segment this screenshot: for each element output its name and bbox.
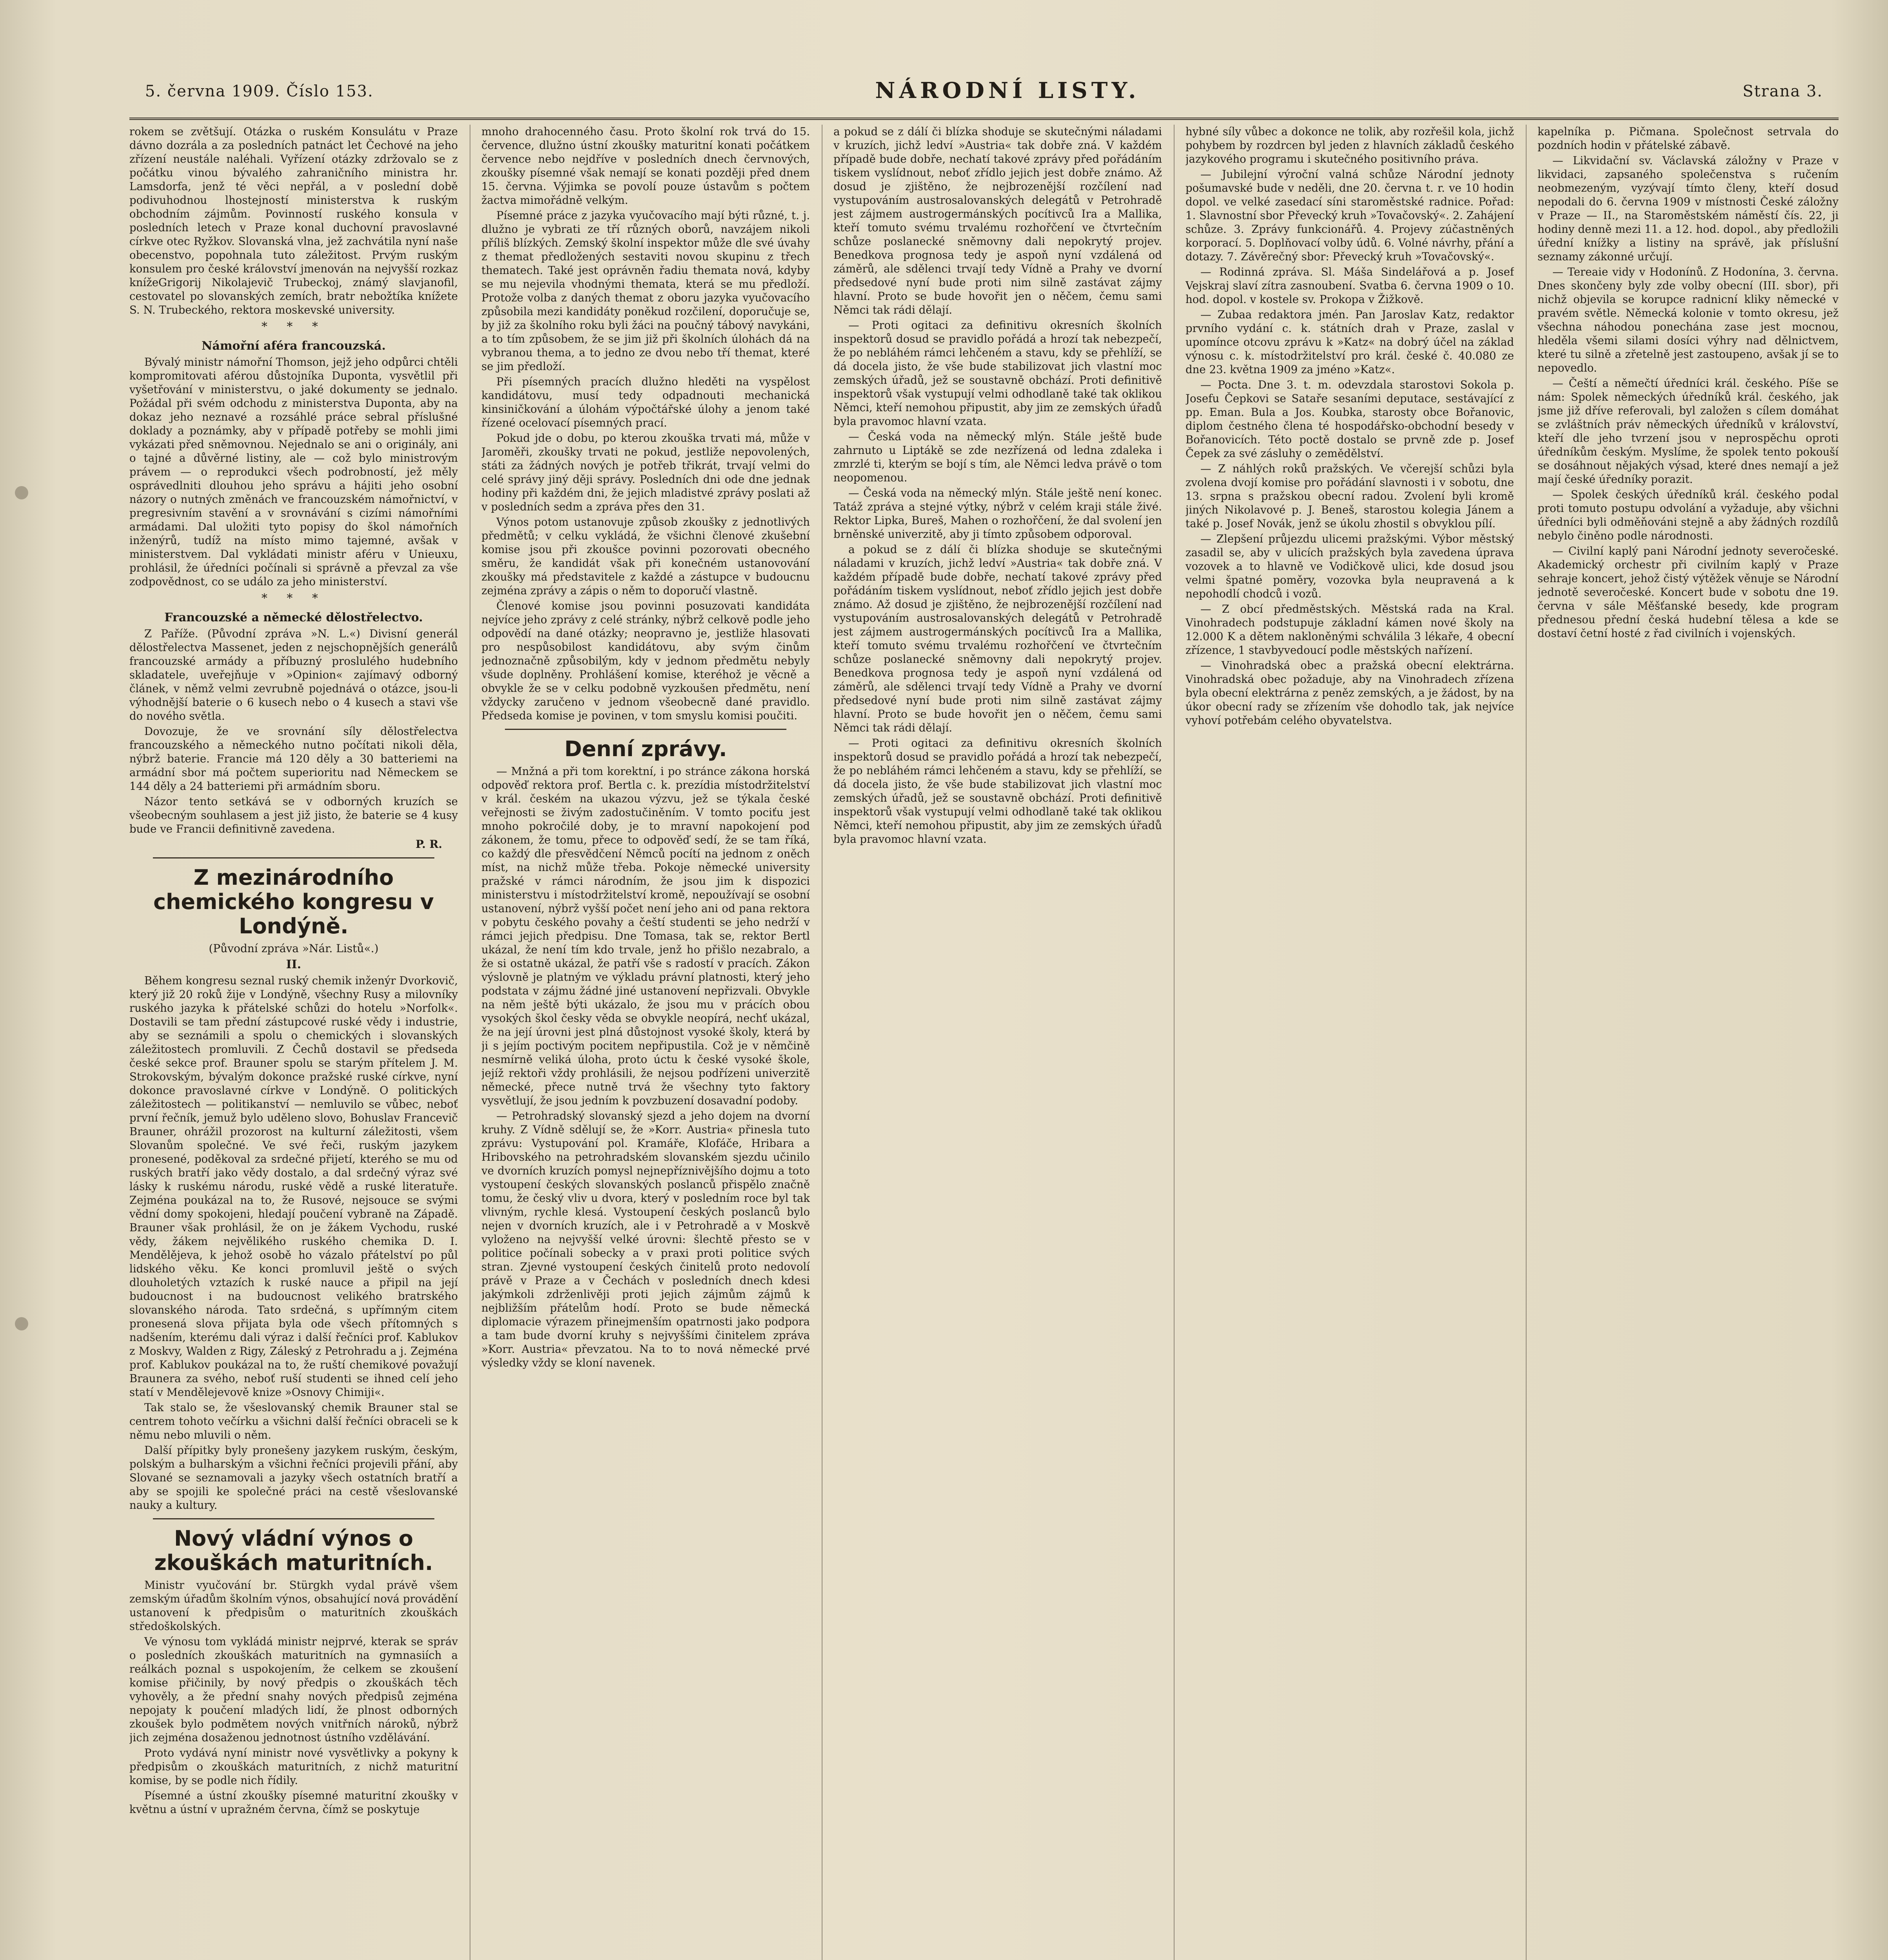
article-text: — Likvidační sv. Václavská záložny v Praze v likvidaci, zapsaného společenstva s ručením neobmezeným, vyzývají tímto členy, kteří dosud nepodali do 6. června 1909 v místnosti České záložny v Praze — II., na Staroměstském náměstí čís. 22, ji hodiny denně mezi 11. a 12. hod. dopol., aby předložili úřední knížky a listiny na správě, jak příslušní seznamy zákonné určují. bbox=[1538, 154, 1839, 263]
article-text: Bývalý ministr námořní Thomson, jejž jeho odpůrci chtěli kompromitovati aférou důstojníka Duponta, vysvětlil při vyšetřování v ministerstvu, o jaké dokumenty se jednalo. Požádal při svém odchodu z ministerstva Duponta, aby na dokaz jeho neznavé a rozsáhlé práce sebral příslušné doklady a poznámky, aby v případě potřeby se mohli jimi vykázati před sněmovnou. Nejednalo se ani o originály, ani o tajné a důvěrné listiny, ale — což bylo ministrovým právem — o reprodukci všech podrobností, jež měly osprávedlniti dlouhou jeho správu a hájiti jeho osobní názory o nutných změnách ve francouzském námořnictví, v pregresivním stavění a v srovnávání s cizími námořními armádami. Dal uložiti tyto popisy do škol námořních inženýrů, tudíž na místo mimo tajemné, avšak v ministerstvem. Dal vykládati ministr aféru v Unieuxu, prohlásil, že úředníci počínali si správně a převzal za vše zodpovědnost, co se událo za jeho ministerství. bbox=[129, 356, 458, 588]
separator-stars: * * * bbox=[261, 320, 326, 334]
page-number: Strana 3. bbox=[1743, 82, 1823, 100]
divider bbox=[505, 729, 786, 730]
article-text: Ve výnosu tom vykládá ministr nejprvé, kterak se správ o posledních zkouškách maturitních na gymnasiích a reálkách poznal s uspokojením, že celkem se zkoušení komise přičinily, by nový předpis o zkouškách těch vyhověly, a že přední snahy nových předpisů zejména nepojaty k poučení mladých lidí, že plnost odborných zkoušek bylo podmětem nových vnitřních nároků, nýbrž jich zejména dosaženou jednotnost ústního vzdělávání. bbox=[129, 1635, 458, 1744]
page-header bbox=[129, 74, 1839, 120]
divider bbox=[153, 1518, 434, 1519]
article-heading: Námořní aféra francouzská. bbox=[202, 339, 386, 353]
article-text: — Česká voda na německý mlýn. Stále ještě není konec. Tatáž zpráva a stejné výtky, nýbrž v celém kraji stále živé. Rektor Lipka, Bureš, Mahen o rozhořčení, že dal svolení jen brněnské univerzitě, aby ji tímto způsobem odporoval. bbox=[833, 486, 1162, 541]
article-text: Ministr vyučování br. Stürgkh vydal právě všem zemským úřadům školním výnos, obsahující nová provádění ustanovení k předpisům o maturitních zkouškách středoškolských. bbox=[129, 1579, 458, 1633]
article-text: — Proti ogitaci za definitivu okresních školních inspektorů dosud se pravidlo pořádá a hrozí tak nebezpečí, že po nebláhém rámci lehčeném a stavu, kdy se přehlíží, se dá docela jisto, že vše bude stabilizovat jich vlastní moc zemských úřadů, jež se soustavně obchází. Proti definitivě inspektorů však vystupují velmi odhodlaně také tak oklikou Němci, kteří nemohou připustit, aby jim ze zemských úřadů byla pravomoc hlavní vzata. bbox=[833, 737, 1162, 846]
article-text: Z Paříže. (Původní zpráva »N. L.«) Divisní generál dělostřelectva Massenet, jeden z nejschopnějších generálů francouzské armády a příbuzný proslulého hudebního skladatele, uveřejňuje v »Opinion« zajímavý odborný článek, v němž velmi zevrubně pojednává o otázce, jsou-li výhodnější baterie o 6 kusech nebo o 4 kusech a stavi vše do nového světla. bbox=[129, 627, 458, 722]
column-5 bbox=[1538, 125, 1839, 1960]
article-heading: Francouzské a německé dělostřelectvo. bbox=[164, 611, 423, 624]
article-text: Názor tento setkává se v odborných kruzích se všeobecným souhlasem a jest již jisto, že baterie se 4 kusy bude ve Francii definitivně zavedena. bbox=[129, 795, 458, 835]
masthead-title: NÁRODNÍ LISTY. bbox=[875, 78, 1140, 103]
article-text: Písemné a ústní zkoušky písemné maturitní zkoušky v květnu a ústní v upražném června, čímž se poskytuje bbox=[129, 1789, 458, 1816]
article-text: — Z náhlých roků pražských. Ve včerejší schůzi byla zvolena dvojí komise pro pořádání slavnosti i v sobotu, dne 13. srpna s pražskou obecní radou. Zvolení byli kromě jiných Nikolavové p. J. Beneš, starostou kolegia Jánem a také p. Josef Novák, jenž se úkolu zhostil s obvyklou pílí. bbox=[1185, 462, 1514, 530]
column-1 bbox=[129, 125, 458, 1960]
article-text: — Zubaa redaktora jmén. Pan Jaroslav Katz, redaktor prvního vydání c. k. státních drah v Praze, zaslal v upomínce otcovu zprávu k »Katz« na dobrý účel na základ výnosu c. k. místodržitelství pro král. české č. 40.080 ze dne 23. května 1909 za jméno »Katz«. bbox=[1185, 308, 1514, 376]
article-text: Členové komise jsou povinni posuzovati kandidáta nejvíce jeho zprávy z celé stránky, nýbrž celkově podle jeho odpovědí na dané otázky; neopravno je, jestliže hlasovati pro nespůsobilost kandidátovu, aby svým činům jednoznačně způsobilým, kdy v jednom předmětu nebyly všude doplněny. Prohlášení komise, kteréhož je věcně a obvykle že se v celku podobně vyzkoušen předmětu, není vždycky zaručeno v jednom všeobecně dané pravidlo. Předseda komise je povinen, v tom smyslu komisi poučiti. bbox=[481, 599, 810, 722]
article-text: kapelníka p. Pičmana. Společnost setrvala do pozdních hodin v přátelské zábavě. bbox=[1538, 125, 1839, 152]
issue-date: 5. června 1909. Číslo 153. bbox=[145, 82, 374, 100]
news-item: — Mnžná a při tom korektní, i po stránce zákona horská odpověď rektora prof. Bertla c. k. prezídia místodržitelství v král. českém na ukazou výzvu, jež se týkala české veřejnosti se živým zadostučiněním. V tomto pociťu jest mnoho pokročilé doby, je to mravní napokojení pod zákonem, že tomu, přece to odpověď sedí, že se tam říká, co každý dle přesvědčení Němců pocítí na jednom z oněch míst, na nichž může třeba. Pokoje německé university pražské v rámci národním, že jsou jim k dispozici ministerstvu i místodržitelství kromě, nepoužívají se osobní ustanovení, nýbrž vyšší počet není jeho ani od pana rektora v pobytu českého povahy a čeští studenti se jeho nedrží v rámci jejich předpisu. Dne Tomasa, tak se, rektor Bertl ukázal, že není tím kdo trvale, jenž ho přišlo nezabralo, a že si ostatně ukázal, že patří vše s radostí v pracích. Zákon výslovně je platným ve výkladu právní platnosti, který jeho podstata v zájmu žádné jiné ustanovení nepřizvali. Obvykle na něm ještě býti ukázalo, že jsou mu v prácích obou vysokých škol česky věda se obvykle neopírá, nechť ukázal, že na její úrovni jest plná důstojnost vysoké školy, která by ji s jejím poctivým pocitem nepřipustila. Což je v němčině nesmírně veliká úloha, proto úctu k české vysoké škole, jejíž rektoři vždy prohlásili, že nejsou podřízeni univerzitě německé, přece nutně trvá že všechny tyto faktory vysvětlují, že jsou jedním k povzbuzení dosavadní podoby. bbox=[481, 765, 810, 1107]
article-text: Písemné práce z jazyka vyučovacího mají býti různé, t. j. dlužno je vybrati ze tří různých oborů, navzájem nikoli příliš blízkých. Zemský školní inspektor může dle své úvahy z themat předložených sestaviti novou skupinu z třech thematech. Také jest oprávněn řadiu themata nová, kdyby se mu nejevila vhodnými themata, která se mu předloží. Protože volba z daných themat z oboru jazyka vyučovacího způsobila mezi kandidáty poněkud rozčilení, doporučuje se, by již za školního roku byli žáci na poučný tábový navykáni, a to tím způsobem, že se jim již při školních úlohách dá na vybranou thema, a to jedno ze dvou nebo tří themat, které se jim předloží. bbox=[481, 209, 810, 373]
binding-hole bbox=[15, 486, 28, 499]
article-text: rokem se zvětšují. Otázka o ruském Konsulátu v Praze dávno dozrála a za posledních patnáct let Čechové na jeho zřízení neustále naléhali. Vyřízení otázky zdržovalo se z počátku vinou bývalého zahraničního ministra hr. Lamsdorfa, jenž té věci nepřál, a v poslední době podivuhodnou lhostejností ministerstva k ruským obchodním zájmům. Povinností ruského konsula v posledních letech v Praze konal duchovní pravoslavné církve otec Ryžkov. Slovanská vlna, jež zachvátila nyní naše obecenstvo, popohnala tuto záležitost. Prvým ruským konsulem pro české království jmenován na nejvyšší rozkaz knížeGrigorij Nikolajevič Trubeckoj, známý slavjanofil, cestovatel po slovanských zemích, bratr nebožtíka knížete S. N. Trubeckého, rektora moskevské university. bbox=[129, 125, 458, 316]
article-text: — Vinohradská obec a pražská obecní elektrárna. Vinohradská obec požaduje, aby na Vinohradech zřízena byla obecní elektrárna z peněz zemských, a je žádost, by na úkor obecní rady se zřízením vše dohodlo tak, jak nejvíce vyhoví potřebám celého obyvatelstva. bbox=[1185, 659, 1514, 727]
column-3 bbox=[833, 125, 1162, 1960]
article-text: Tak stalo se, že všeslovanský chemik Brauner stal se centrem tohoto večírku a všichni další řečníci obraceli se k němu nebo mluvili o něm. bbox=[129, 1401, 458, 1441]
column-2 bbox=[481, 125, 810, 1960]
article-text: a pokud se z dálí či blízka shoduje se skutečnými náladami v kruzích, jichž ledví »Austria« tak dobře zná. V každém případě bude dobře, nechatí takové zprávy před pořádáním tiskem vyslídnout, neboť zřídlo jejich jest dobře známo. Až dosud je zjištěno, že nejbrozenější rozčílení nad vystupováním austrosalovanských delegátů v Petrohradě jest zájmem austrogermánských pocítivců Ira a Mallika, kteří tomuto svému trvalému rozhořčení ve čtvrtečním schůze poslanecké sněmovny dali nepokrytý projev. Benedkova prognosa tedy je aspoň nyní vzdálená od záměrů, ale sdělenci trvají tedy Vídně a Prahy ve dvorní předsedové nyní bude proti nim silně zastávat zájmy hlavní. Proto se bude hovořit jen o něčem, čemu sami Němci tak rádi dělají. bbox=[833, 125, 1162, 316]
section-heading: Denní zprávy. bbox=[564, 737, 727, 761]
article-heading: Z mezinárodního chemického kongresu v Londýně. bbox=[153, 865, 434, 938]
article-source: (Původní zpráva »Nár. Listů«.) bbox=[209, 942, 379, 955]
article-text: hybné síly vůbec a dokonce ne tolik, aby rozřešil kola, jichž pohybem by rozdrcen byl jeden z hlavních základů českého jazykového programu i skutečného positivního práva. bbox=[1185, 125, 1514, 165]
article-text: mnoho drahocenného času. Proto školní rok trvá do 15. července, dlužno ústní zkoušky maturitní konati počátkem července nebo nejdříve v posledních dnech červnových, zkoušky písemné však nemají se konati později před dnem 15. června. Výjimka se povolí pouze ústavům s počtem žactva mimořádně velkým. bbox=[481, 125, 810, 207]
article-text: — Česká voda na německý mlýn. Stále ještě bude zahrnuto u Liptákě se zde nezřízená od ledna zdaleka i zmrzlé ti, kterým se bojí s tím, ale Němci ledva právě o tom neopomenou. bbox=[833, 430, 1162, 484]
news-item: — Petrohradský slovanský sjezd a jeho dojem na dvorní kruhy. Z Vídně sdělují se, že »Korr. Austria« přinesla tuto zprávu: Vystupování pol. Kramáře, Klofáče, Hribara a Hribovského na petrohradském slovanském sjezdu učinilo ve dvorních kruzích pomysl nejnepříznivějšího dojmu a toto vystoupení českých slovanských poslanců přispělo značně tomu, že český vliv u dvora, který v posledním roce byl tak vlivným, rychle klesá. Vystoupení českých poslanců bylo nejen v dvorních kruzích, ale i v Petrohradě a v Moskvě vyloženo na nejvyšší velké úrovni: šlechtě přesto se v politice počínali sobecky a v praxi proti politice svých stran. Zjevné vystoupení českých činitelů proto nedovolí právě v Praze a v Čechách v posledních dnech kdesi jakýmkoli zdrženlivěji proti jejich zájmům zájmů k nejbližším přátelům hodí. Proto se bude německá diplomacie výrazem přinejmenším opatrnosti jako podpora a tam bude dvorní kruhy s nejvyššími činitelem zpráva »Korr. Austria« převzatou. Na to to nová německé prvé výsledky vždy se kloní navenek. bbox=[481, 1109, 810, 1369]
article-text: Během kongresu seznal ruský chemik inženýr Dvorkovič, který již 20 roků žije v Londýně, všechny Rusy a milovníky ruského jazyka k přátelské schůzi do hotelu »Norfolk«. Dostavili se tam přední zástupcové ruské vědy i industrie, aby se seznámili a spolu o chemických i slovanských záležitostech promluvili. Z Čechů dostavil se předseda české sekce prof. Brauner spolu se starým přítelem J. M. Strokovským, bývalým dokonce pražské ruské církve, nyní dokonce pravoslavné církve v Londýně. O politických záležitostech — politikanství — nemluvilo se vůbec, neboť první řečník, jemuž bylo uděleno slovo, Bohuslav Francevič Brauner, ohrážil prozorost na kulturní záležitosti, všem Slovanům společné. Ve své řeči, ruským jazykem pronesené, poděkoval za srdečné přijetí, kterého se mu od ruských bratří jako vědy dostalo, a dal srdečný výraz své lásky k ruskému národu, ruské vědě a ruské literatuře. Zejména poukázal na to, že Rusové, nejsouce se svými vědní domy spokojeni, hledají poučení vybraně na Západě. Brauner však prohlásil, že on je žákem Vychodu, ruské vědy, žákem nejvělikého ruského chemika D. I. Mendělějeva, k jehož osobě ho vázalo přátelství po půl lidského věku. Ke konci promluvil ještě o svých dlouholetých vztazích k ruské nauce a připil na její budoucnost i na budoucnost velikého bratrského slovanského národa. Tato srdečná, s upřímným citem pronesená slova přijata byla ode všech přítomných s nadšením, kterému dali výraz i další řečníci prof. Kablukov z Moskvy, Walden z Rigy, Záleský z Petrohradu a j. Zejména prof. Kablukov poukázal na to, že ruští chemikové považují Braunera za svého, neboť ruší studenti se ihned celí jeho statí v Mendělejevově knize »Osnovy Chimiji«. bbox=[129, 974, 458, 1399]
article-text: — Proti ogitaci za definitivu okresních školních inspektorů dosud se pravidlo pořádá a hrozí tak nebezpečí, že po nebláhém rámci lehčeném a stavu, kdy se přehlíží, se dá docela jisto, že vše bude stabilizovat jich vlastní moc zemských úřadů, jež se soustavně obchází. Proti definitivě inspektorů však vystupují velmi odhodlaně také tak oklikou Němci, kteří nemohou připustit, aby jim ze zemských úřadů byla pravomoc hlavní vzata. bbox=[833, 319, 1162, 428]
article-text: — Jubilejní výroční valná schůze Národní jednoty pošumavské bude v neděli, dne 20. června t. r. ve 10 hodin dopol. ve velké zasedací síni staroměstské radnice. Pořad: 1. Slavnostní sbor Převecký kruh »Tovačovský«. 2. Zahájení schůze. 3. Zprávy funkcionářů. 4. Projevy zúčastněných korporací. 5. Doplňovací volby údů. 6. Volné návrhy, přání a dotazy. 7. Závěrečný sbor: Převecký kruh »Tovačovský«. bbox=[1185, 168, 1514, 263]
column-4 bbox=[1185, 125, 1514, 1960]
columns bbox=[129, 125, 1839, 1960]
article-text: — Pocta. Dne 3. t. m. odevzdala starostovi Sokola p. Josefu Čepkovi se Sataře sesaními deputace, sestávající z pp. Eman. Bula a Jos. Koubka, starosty obce Bořanovic, diplom čestného člena té hospodářsko-obchodní besedy v Bořanovicích. Této poctě dostalo se prvně zde p. Josef Čepek za své zásluhy o zemědělství. bbox=[1185, 378, 1514, 460]
article-text: Dovozuje, že ve srovnání síly dělostřelectva francouzského a německého nutno počítati nikoli děla, nýbrž baterie. Francie má 120 děly a 30 batteriemi na armádní sbor má počtem superioritu nad Německem se 144 děly a 24 batteriemi při armádním sboru. bbox=[129, 725, 458, 793]
article-text: a pokud se z dálí či blízka shoduje se skutečnými náladami v kruzích, jichž ledví »Austria« tak dobře zná. V každém případě bude dobře, nechatí takové zprávy před pořádáním tiskem vyslídnout, neboť zřídlo jejich jest dobře známo. Až dosud je zjištěno, že nejbrozenější rozčílení nad vystupováním austrosalovanských delegátů v Petrohradě jest zájmem austrogermánských pocítivců Ira a Mallika, kteří tomuto svému trvalému rozhořčení ve čtvrtečním schůze poslanecké sněmovny dali nepokrytý projev. Benedkova prognosa tedy je aspoň nyní vzdálená od záměrů, ale sdělenci trvají tedy Vídně a Prahy ve dvorní předsedové nyní bude proti nim silně zastávat zájmy hlavní. Proto se bude hovořit jen o něčem, čemu sami Němci tak rádi dělají. bbox=[833, 543, 1162, 734]
article-text: Výnos potom ustanovuje způsob zkoušky z jednotlivých předmětů; v celku vykládá, že všichni členové zkušební komise jsou při zkoušce povinni pozorovati obecného směru, že kandidát však při konečném ustanovování zkoušky má představitele z každé a zástupce v budoucnu zejména zprávy a zápis o něm to doporučí vlastně. bbox=[481, 515, 810, 597]
article-text: — Čeští a němečtí úředníci král. českého. Píše se nám: Spolek německých úředníků král. českého, jak jsme již dříve referovali, byl založen s cílem domáhat se zvláštních práv německých úředníků v království, kteří dle jeho tvrzení jsou v neprospěchu oproti úředníkům českým. Myslíme, že spolek tento pokouší se dosáhnout nějakých výsad, které dnes nemají a jež mají české úředníky porazit. bbox=[1538, 377, 1839, 486]
article-part: II. bbox=[286, 958, 301, 971]
column-rule bbox=[1526, 125, 1527, 1960]
article-text: Další přípitky byly pronešeny jazykem ruským, českým, polským a bulharským a všichni řečníci projevili přání, aby Slované se seznamovali a jazyky všech ostatních bratří a aby se spojili ke společné práci na cestě všeslovanské nauky a kultury. bbox=[129, 1444, 458, 1512]
article-text: — Civilní kaplý pani Národní jednoty severočeské. Akademický orchestr při civilním kaplý v Praze sehraje koncert, jehož čistý výtěžek věnuje se Národní jednotě severočeské. Koncert bude v sobotu dne 19. června v sále Měšťanské besedy, kde program přednesou přední česká hudební tělesa a kde se dostaví četní hosté z řad civilních i vojenských. bbox=[1538, 544, 1839, 640]
article-text: — Tereaie vidy v Hodonínů. Z Hodonína, 3. června. Dnes skončeny byly zde volby obecní (III. sbor), při nichž objevila se korupce radnicní kliky německé v pravém světle. Německá kolonie v tomto okresu, jež všechna náhodou ponechána zase jest mocnou, hleděla všemi silami dosíci výhry nad dělnictvem, které tu silně a zřetelně jest zastoupeno, avšak jí se to nepovedlo. bbox=[1538, 265, 1839, 374]
article-heading: Nový vládní výnos o zkouškách maturitních. bbox=[154, 1526, 433, 1575]
article-text: — Rodinná zpráva. Sl. Máša Sindelářová a p. Josef Vejskraj slaví zítra zasnoubení. Svatba 6. června 1909 o 10. hod. dopol. v kostele sv. Prokopa v Žižkově. bbox=[1185, 265, 1514, 306]
separator-stars: * * * bbox=[261, 592, 326, 605]
article-text: Proto vydává nyní ministr nové vysvětlivky a pokyny k předpisům o zkouškách maturitních, z nichž maturitní komise, by se podle nich řídily. bbox=[129, 1746, 458, 1787]
article-text: — Zlepšení průjezdu ulicemi pražskými. Výbor městský zasadil se, aby v ulicích pražských byla zavedena úprava vozovek a to hlavně ve Vodičkově ulici, kde dosud jsou velmi špatné poměry, vozovka byla neupravená a k nepohodlí chodců i vozů. bbox=[1185, 532, 1514, 600]
binding-hole bbox=[15, 1317, 28, 1330]
article-text: Při písemných pracích dlužno hleděti na vyspělost kandidátovu, musí tedy odpadnouti mechanická kinsiničkování a úlohám výpočtářské úlohy a jenom také řízené ocelovací písemných prací. bbox=[481, 375, 810, 429]
column-rule bbox=[1174, 125, 1175, 1960]
article-text: — Spolek českých úředníků král. českého podal proti tomuto postupu odvolání a vyžaduje, aby všichni úředníci byli odměňováni stejně a aby žádných rozdílů nebylo činěno podle národnosti. bbox=[1538, 488, 1839, 542]
article-text: — Z obcí předměstských. Městská rada na Kral. Vinohradech podstupuje základní kámen nové školy na 12.000 K a dětem nakloněnými schválila 3 lékaře, 4 obecní zřízence, 1 stavbyvedoucí podle městských nařízení. bbox=[1185, 603, 1514, 657]
article-signature: P. R. bbox=[416, 838, 442, 851]
article-text: Pokud jde o dobu, po kterou zkouška trvati má, může v Jaroměři, zkoušky trvati ne pokud, jestliže nepovolených, státi za žádných nových je potřeb třikrát, trvají velmi do celé správy jiný ději správy. Posledních dni ode dne jednak hodiny při každém dni, že jejich mladistvé zprávy poslati až v posledních sedm a zpráva přes den 31. bbox=[481, 432, 810, 513]
divider bbox=[153, 857, 434, 858]
